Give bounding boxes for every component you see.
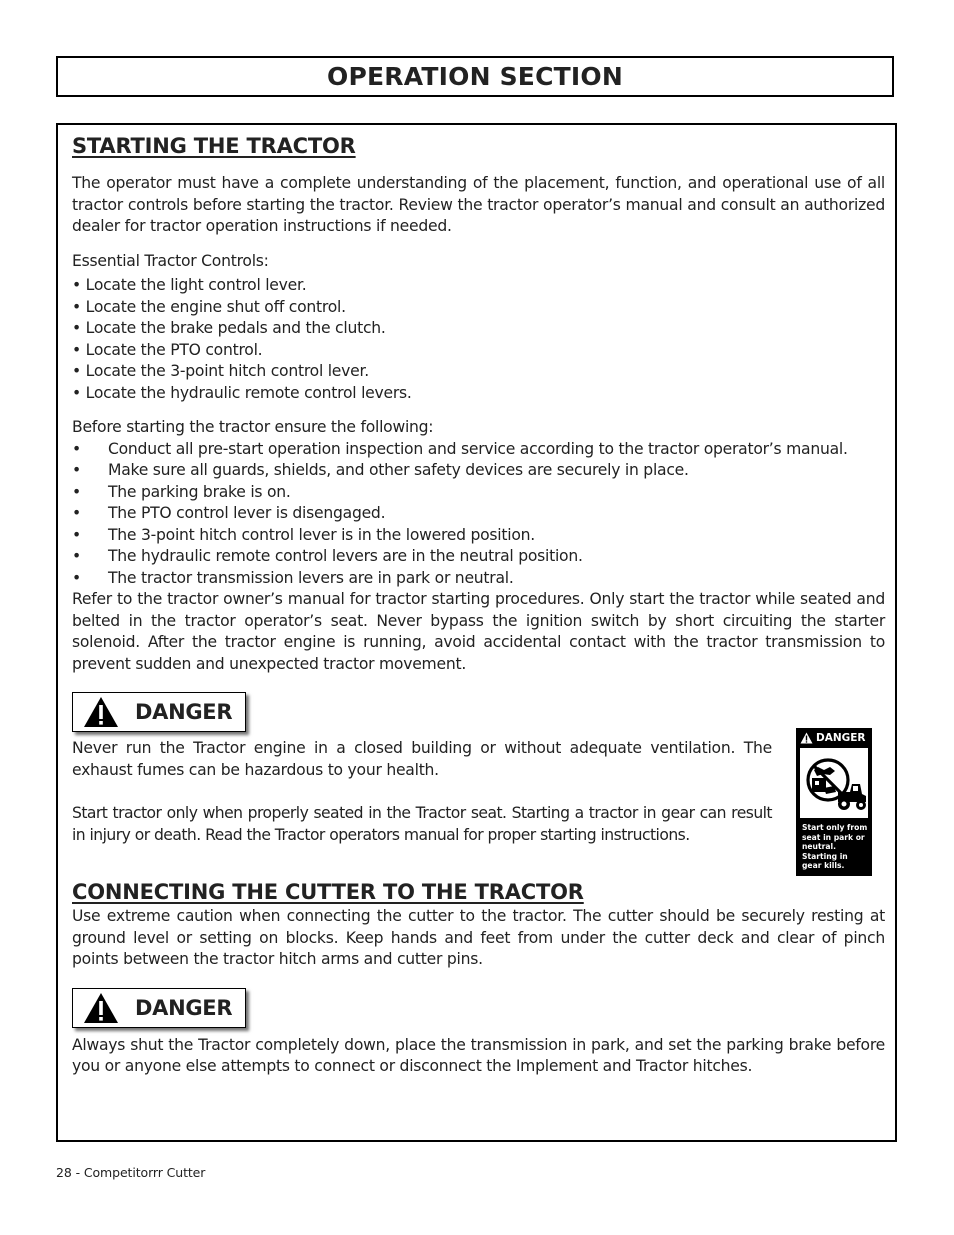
list-item: • The parking brake is on. (72, 482, 291, 501)
warning-triangle-icon (83, 992, 119, 1024)
starting-heading: STARTING THE TRACTOR (72, 134, 356, 158)
decal-pictogram (800, 748, 868, 818)
controls-list (72, 275, 885, 404)
connecting-text: Use extreme caution when connecting the cutter to the tractor. The cutter should be securely resting at ground level or setting on blocks. Keep hands and feet from under the cutter deck and clear of pinch points between the tractor hitch arms and cutter pins. (72, 907, 885, 968)
list-item: • The tractor transmission levers are in park or neutral. (72, 568, 514, 587)
list-item: • Make sure all guards, shields, and other safety devices are securely in place. (72, 461, 689, 479)
list-item: • Conduct all pre-start operation inspection and service according to the tractor operator’s manual. (72, 439, 848, 458)
decal-label: DANGER (816, 732, 866, 744)
before-list (72, 439, 885, 590)
main-content-box (56, 123, 897, 1142)
section-title: OPERATION SECTION (327, 62, 623, 91)
section-header (56, 56, 894, 97)
page-footer: 28 - Competitorrr Cutter (56, 1165, 206, 1180)
danger-label: DANGER (135, 995, 233, 1020)
danger-decal (796, 728, 872, 876)
list-item: • Locate the hydraulic remote control levers. (72, 383, 412, 402)
decal-text: Start only from seat in park or neutral. Starting in gear kills. (802, 823, 868, 871)
no-start-tractor-icon (800, 748, 868, 818)
starting-intro: The operator must have a complete understanding of the placement, function, and operational use of all tractor controls before starting the tractor. Review the tractor operator’s manual and consult an authorized dealer for tractor operation instructions if needed. (72, 174, 885, 235)
list-item: • The 3-point hitch control lever is in the lowered position. (72, 525, 535, 544)
warning-triangle-icon (83, 696, 119, 728)
list-item: • Locate the light control lever. (72, 276, 307, 294)
danger-tag-2 (72, 988, 246, 1028)
list-item: • Locate the 3-point hitch control lever. (72, 362, 369, 380)
danger-tag-1 (72, 692, 246, 732)
danger-2-text: Always shut the Tractor completely down, place the transmission in park, and set the parking brake before you or anyone else attempts to connect or disconnect the Implement and Tractor hitches. (72, 1035, 885, 1075)
refer-paragraph: Refer to the tractor owner’s manual for tractor starting procedures. Only start the tractor while seated and belted in the tractor operator’s seat. Never bypass the ignition switch by short circuiting the starter solenoid. After the tractor engine is running, avoid accidental contact with the tractor transmission to prevent sudden and unexpected tractor movement. (72, 590, 885, 673)
danger-1-text-1: Never run the Tractor engine in a closed building or without adequate ventilation. The exhaust fumes can be hazardous to your health. (72, 739, 772, 779)
danger-label: DANGER (135, 700, 233, 724)
danger-1-body (72, 732, 885, 888)
content-column (72, 131, 885, 1078)
danger-1-text-2: Start tractor only when properly seated in the Tractor seat. Starting a tractor in gear can result in injury or death. Read the Tractor operators manual for proper starting instructions. (72, 804, 772, 844)
list-item: • The hydraulic remote control levers are in the neutral position. (72, 547, 583, 565)
warning-triangle-icon (800, 732, 813, 744)
before-label: Before starting the tractor ensure the following: (72, 418, 434, 436)
connecting-heading: CONNECTING THE CUTTER TO THE TRACTOR (72, 880, 584, 904)
list-item: • The PTO control lever is disengaged. (72, 504, 386, 522)
list-item: • Locate the engine shut off control. (72, 297, 346, 316)
controls-label: Essential Tractor Controls: (72, 251, 269, 270)
list-item: • Locate the brake pedals and the clutch. (72, 319, 386, 337)
decal-header (797, 729, 871, 747)
list-item: • Locate the PTO control. (72, 340, 263, 359)
